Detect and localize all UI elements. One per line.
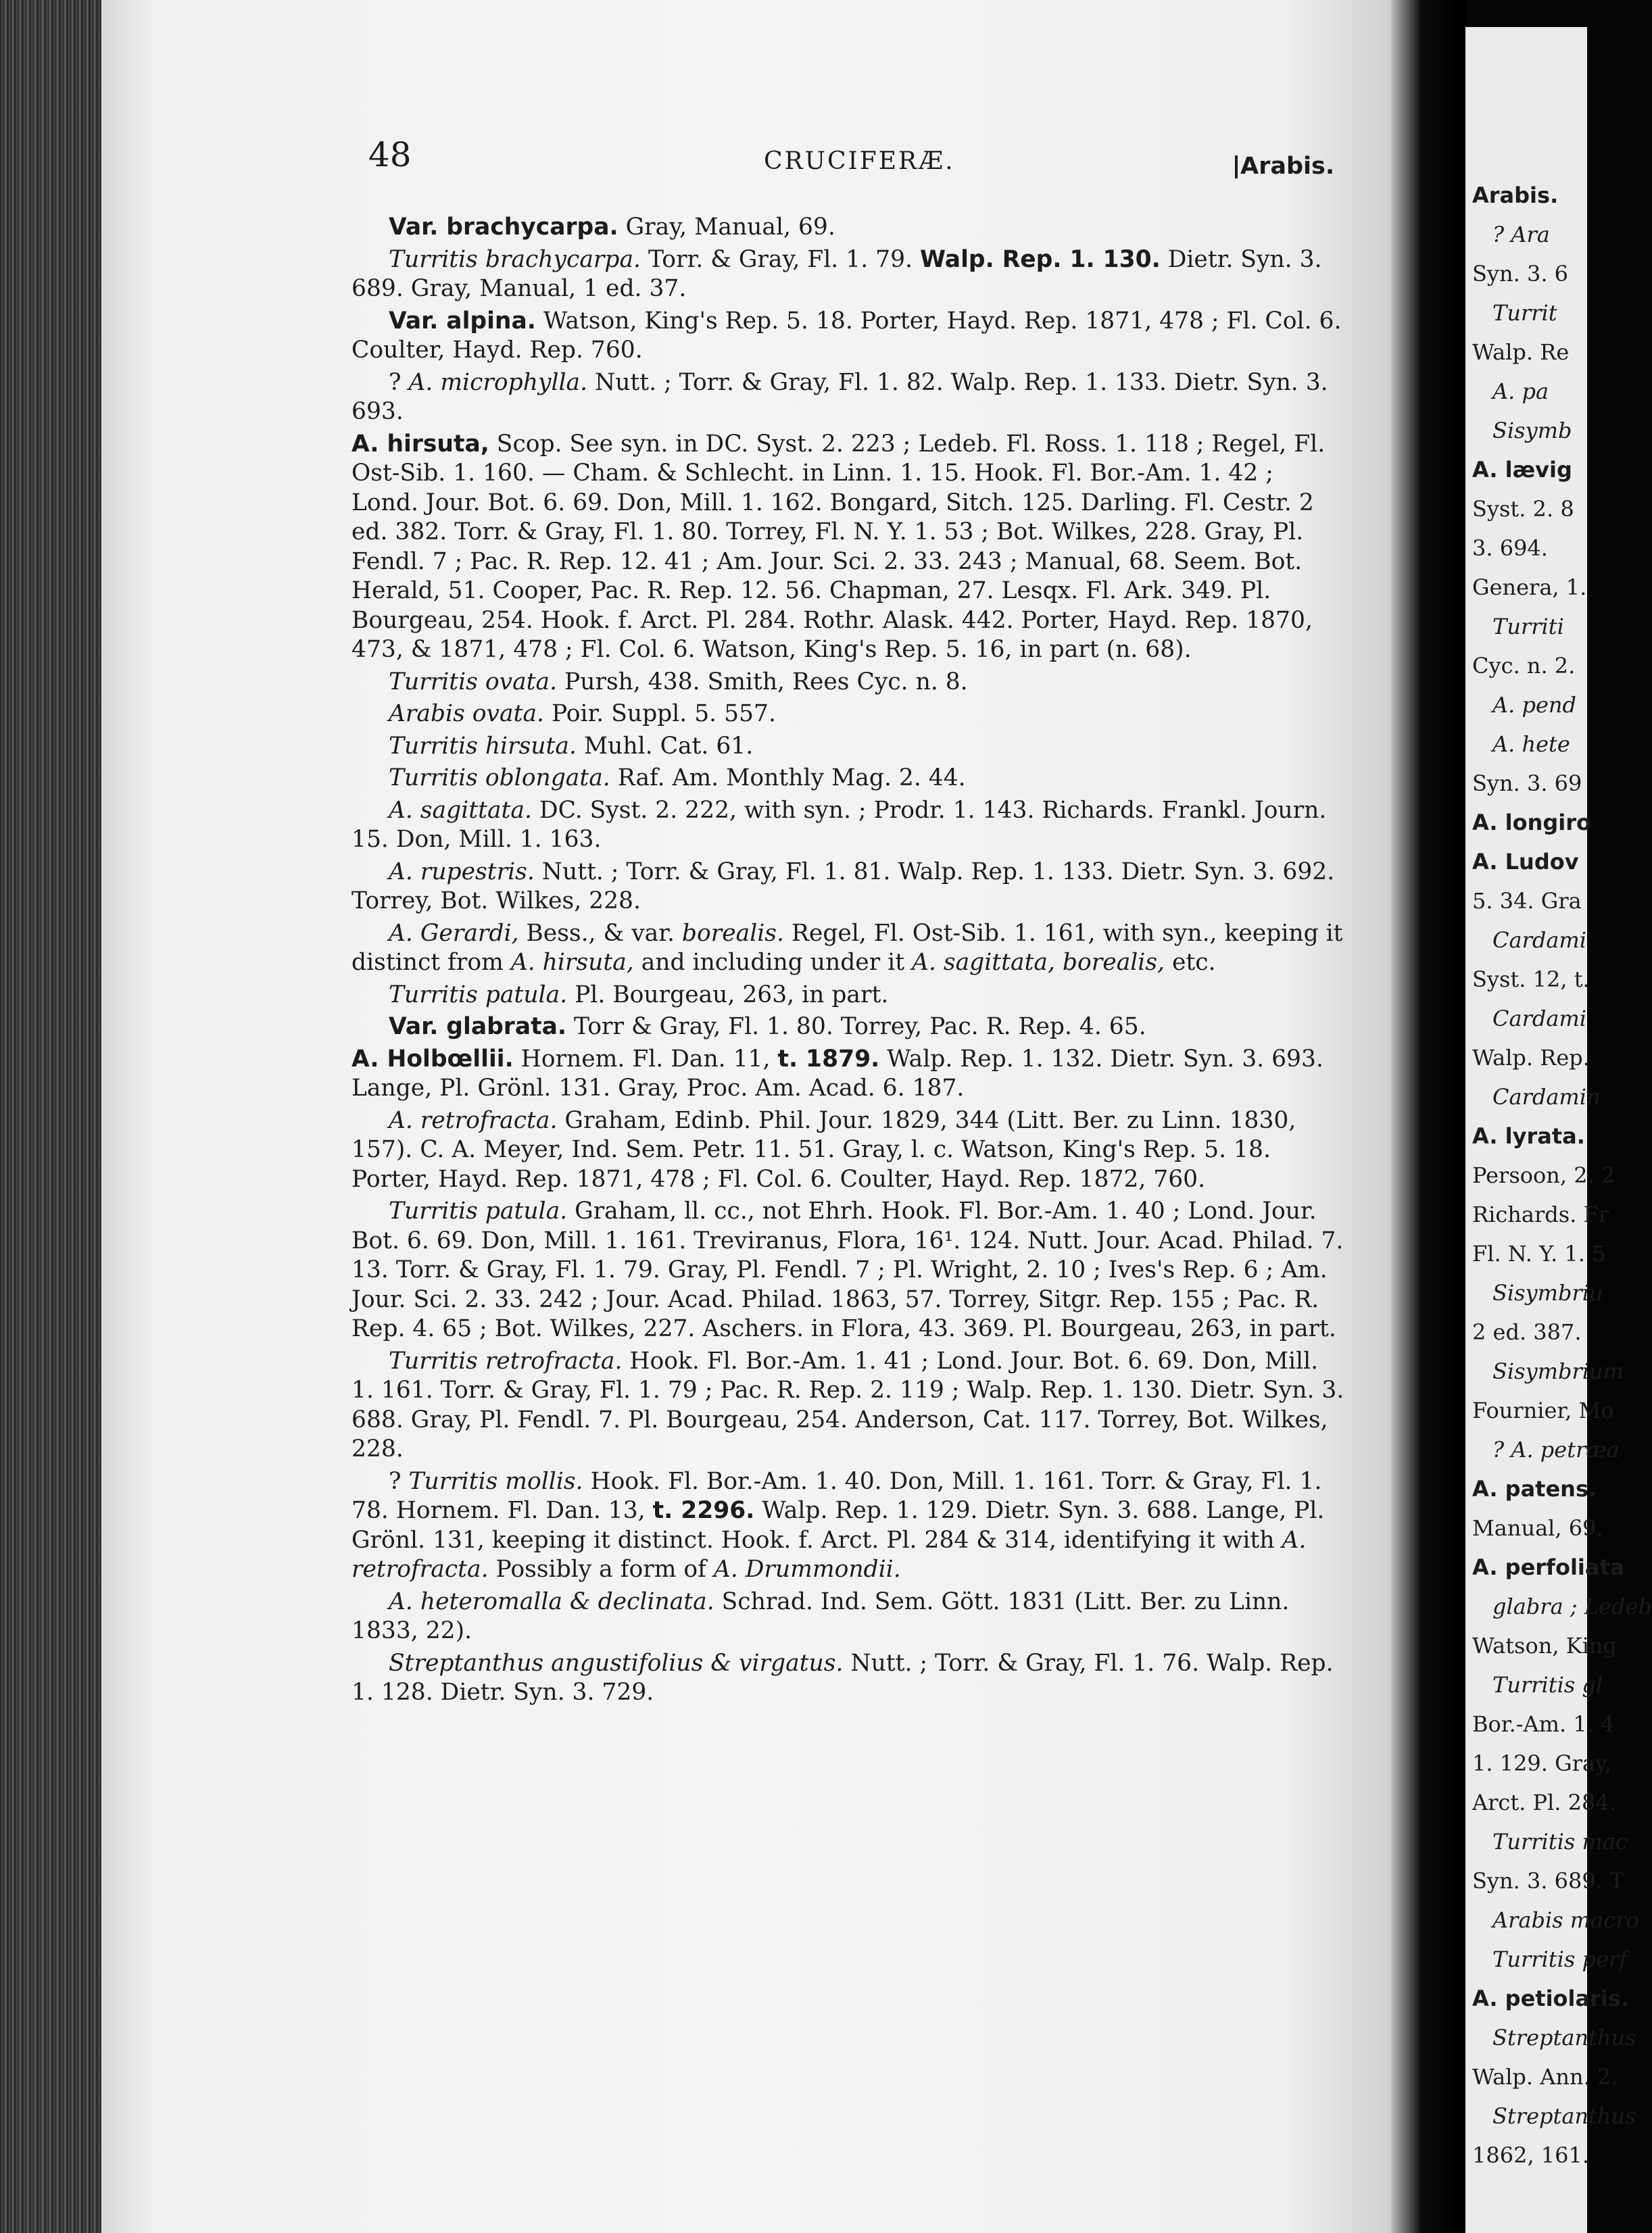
facing-page-line: Cardami bbox=[1492, 927, 1586, 953]
citation-text: Torr & Gray, Fl. 1. 80. Torrey, Pac. R. Rep. 4. 65. bbox=[566, 1013, 1146, 1040]
facing-page-line: Cardami bbox=[1492, 1006, 1586, 1031]
facing-page-line: Richards. Fr bbox=[1472, 1202, 1609, 1227]
facing-page-line: A. pend bbox=[1492, 692, 1576, 718]
citation-text: Nutt. ; Torr. & Gray, Fl. 1. 82. Walp. Rep. 1. 133. Dietr. Syn. 3. 693. bbox=[351, 368, 1328, 425]
facing-page-line: A. petiolaris. bbox=[1472, 1986, 1630, 2011]
facing-page-line: Arabis. bbox=[1472, 182, 1559, 208]
facing-page-line: Cyc. n. 2. bbox=[1472, 653, 1576, 679]
facing-page-line: ? Ara bbox=[1492, 222, 1550, 247]
facing-page-line: Persoon, 2. 2 bbox=[1472, 1162, 1615, 1188]
page-gutter bbox=[1391, 0, 1465, 2233]
entry-paragraph bbox=[351, 1197, 1345, 1344]
facing-page-line: Turriti bbox=[1492, 614, 1564, 639]
citation-text: Poir. Suppl. 5. 557. bbox=[544, 700, 776, 727]
entry-paragraph bbox=[351, 1588, 1345, 1646]
facing-page-line: A. perfoliata bbox=[1472, 1554, 1625, 1580]
facing-page-line: Turritis gl bbox=[1492, 1672, 1603, 1698]
facing-page-line: Manual, 69. bbox=[1472, 1515, 1603, 1541]
facing-page-line: Turritis mac bbox=[1492, 1829, 1628, 1855]
citation-text: Nutt. ; Torr. & Gray, Fl. 1. 76. Walp. Rep. 1. 128. Dietr. Syn. 3. 729. bbox=[351, 1649, 1334, 1706]
facing-page-line: Syn. 3. 69 bbox=[1472, 770, 1582, 796]
citation-text: ? bbox=[389, 368, 409, 396]
facing-page-line: Fl. N. Y. 1. 5 bbox=[1472, 1241, 1606, 1267]
taxon-name: A. retrofracta. bbox=[389, 1106, 558, 1134]
taxon-name: A. Gerardi, bbox=[389, 919, 519, 947]
facing-page-line: Syn. 3. 6 bbox=[1472, 261, 1569, 287]
citation-text: Hook. Fl. Bor.-Am. 1. 40. Don, Mill. 1. 161. Torr. & Gray, Fl. 1. 78. Hornem. Fl. Dan. 13, bbox=[351, 1467, 1322, 1524]
taxon-name: A. retrofracta. bbox=[351, 1526, 1307, 1583]
taxon-name: Turritis patula. bbox=[389, 981, 568, 1008]
facing-page-line: A. hete bbox=[1492, 731, 1570, 757]
running-title: CRUCIFERÆ. bbox=[764, 147, 955, 175]
facing-page-line: A. lyrata. bbox=[1472, 1123, 1585, 1149]
facing-page-fragment bbox=[1465, 27, 1652, 2233]
facing-page-line: 1862, 161. bbox=[1472, 2142, 1590, 2168]
facing-page-line: Walp. Ann. 2. bbox=[1472, 2064, 1618, 2090]
citation-text: Watson, King's Rep. 5. 18. Porter, Hayd. Rep. 1871, 478 ; Fl. Col. 6. Coulter, Hayd. Rep. 760. bbox=[351, 307, 1342, 364]
entry-paragraph bbox=[351, 245, 1345, 304]
citation-text: Walp. Rep. 1. 129. Dietr. Syn. 3. 688. Lange, Pl. Grönl. 131, keeping it distinct. Hook. f. Arct. Pl. 284 & 314, identifying it with bbox=[351, 1497, 1325, 1554]
facing-page-line: Fournier, Mo bbox=[1472, 1398, 1614, 1423]
facing-page-line: 2 ed. 387. bbox=[1472, 1319, 1582, 1345]
entry-paragraph bbox=[351, 1012, 1345, 1042]
facing-page-line: Genera, 1. bbox=[1472, 574, 1587, 600]
facing-page-line: Turrit bbox=[1492, 300, 1557, 326]
citation-text: Gray, Manual, 69. bbox=[618, 214, 835, 241]
citation-text: Scop. See syn. in DC. Syst. 2. 223 ; Ledeb. Fl. Ross. 1. 118 ; Regel, Fl. Ost-Sib. 1. 160. — Cham. & Schlecht. in Linn. 1. 15. Hook. Fl. Bor.-Am. 1. 42 ; Lond. Jour. Bot. 6. 69. Don, Mill. 1. 162. Bongard, Sitch. 125. Darling. Fl. Cestr. 2 ed. 382. Torr. & Gray, Fl. 1. 80. Torrey, Fl. N. Y. 1. 53 ; Bot. Wilkes, 228. Gray, Pl. Fendl. 7 ; Pac. R. Rep. 12. 41 ; Am. Jour. Sci. 2. 33. 243 ; Manual, 68. Seem. Bot. Herald, 51. Cooper, Pac. R. Rep. 12. 56. Chapman, 27. Lesqx. Fl. Ark. 349. Pl. Bourgeau, 254. Hook. f. Arct. Pl. 284. Rothr. Alask. 442. Porter, Hayd. Rep. 1870, 473, & 1871, 478 ; Fl. Col. 6. Watson, King's Rep. 5. 16, in part (n. 68). bbox=[351, 430, 1326, 663]
taxon-name: Turritis retrofracta. bbox=[389, 1347, 623, 1375]
entry-paragraph bbox=[351, 213, 1345, 243]
taxon-name: Turritis oblongata. bbox=[389, 764, 610, 791]
facing-page-line: Sisymbrium bbox=[1492, 1358, 1624, 1384]
entry-paragraph bbox=[351, 668, 1345, 697]
citation-text: Muhl. Cat. 61. bbox=[576, 732, 754, 760]
facing-page-line: A. pa bbox=[1492, 378, 1549, 404]
taxon-name: A. microphylla. bbox=[408, 368, 588, 396]
citation-text: Nutt. ; Torr. & Gray, Fl. 1. 81. Walp. Rep. 1. 133. Dietr. Syn. 3. 692. Torrey, Bot. Wilkes, 228. bbox=[351, 858, 1335, 914]
facing-page-line: A. patens. bbox=[1472, 1476, 1597, 1502]
facing-page-line: Watson, King bbox=[1472, 1633, 1617, 1659]
facing-page-line: Syn. 3. 689. T bbox=[1472, 1868, 1624, 1894]
entry-paragraph bbox=[351, 307, 1345, 366]
citation-text: Regel, Fl. Ost-Sib. 1. 161, with syn., keeping it distinct from bbox=[351, 919, 1343, 976]
entry-paragraph bbox=[351, 1106, 1345, 1195]
citation-text: Hook. Fl. Bor.-Am. 1. 41 ; Lond. Jour. Bot. 6. 69. Don, Mill. 1. 161. Torr. & Gray, Fl. 1. 79 ; Pac. R. Rep. 2. 119 ; Walp. Rep. 1. 130. Dietr. Syn. 3. 688. Gray, Pl. Fendl. 7. Pl. Bourgeau, 254. Anderson, Cat. 117. Torrey, Bot. Wilkes, 228. bbox=[351, 1347, 1344, 1463]
entry-heading: A. hirsuta, bbox=[351, 430, 489, 458]
facing-page-line: Arct. Pl. 284. bbox=[1472, 1790, 1616, 1815]
facing-page-line: Syst. 12, t. bbox=[1472, 966, 1590, 992]
taxon-name: A. rupestris. bbox=[389, 858, 535, 885]
facing-page-line: A. Ludov bbox=[1472, 849, 1579, 875]
facing-page-line: ? A. petræa bbox=[1492, 1437, 1620, 1463]
page-number: 48 bbox=[368, 135, 412, 174]
entry-heading: Walp. Rep. 1. 130. bbox=[919, 245, 1161, 273]
facing-page-line: 3. 694. bbox=[1472, 535, 1548, 561]
taxon-name: A. heteromalla & declinata. bbox=[389, 1588, 714, 1615]
taxon-name: Streptanthus angustifolius & virgatus. bbox=[389, 1649, 844, 1677]
entry-heading: A. Holbœllii. bbox=[351, 1045, 514, 1073]
entry-paragraph bbox=[351, 919, 1345, 978]
facing-page-line: Streptanthus bbox=[1492, 2103, 1636, 2129]
facing-page-line: Walp. Re bbox=[1472, 339, 1570, 365]
citation-text: ? bbox=[389, 1467, 409, 1495]
facing-page-line: Turritis perf bbox=[1492, 1946, 1628, 1972]
facing-page-line: Arabis macro bbox=[1492, 1907, 1639, 1933]
citation-text: Bess., & var. bbox=[518, 919, 682, 947]
section-label: Arabis. bbox=[1240, 153, 1335, 180]
facing-page-line: Cardamin bbox=[1492, 1084, 1601, 1110]
entry-paragraph bbox=[351, 1467, 1345, 1585]
facing-page-line: A. lævig bbox=[1472, 457, 1572, 483]
taxon-name: A. Drummondii. bbox=[713, 1556, 901, 1583]
entry-paragraph bbox=[351, 368, 1345, 427]
facing-page-line: 1. 129. Gray, bbox=[1472, 1750, 1612, 1776]
citation-text: Dietr. Syn. 3. 689. Gray, Manual, 1 ed. 37. bbox=[351, 245, 1322, 302]
citation-text: etc. bbox=[1165, 949, 1216, 976]
facing-page-line: Walp. Rep. bbox=[1472, 1045, 1590, 1071]
entry-paragraph bbox=[351, 1045, 1345, 1104]
facing-page-line: Streptanthus bbox=[1492, 2025, 1636, 2051]
body-text bbox=[351, 213, 1345, 1711]
citation-text: Possibly a form of bbox=[488, 1556, 714, 1583]
entry-paragraph bbox=[351, 764, 1345, 793]
citation-text: Graham, ll. cc., not Ehrh. Hook. Fl. Bor.-Am. 1. 40 ; Lond. Jour. Bot. 6. 69. Don, Mill. 1. 161. Treviranus, Flora, 16¹. 124. Nutt. Jour. Acad. Philad. 7. 13. Torr. & Gray, Fl. 1. 79. Gray, Pl. Fendl. 7 ; Pl. Wright, 2. 10 ; Ives's Rep. 6 ; Am. Jour. Sci. 2. 33. 242 ; Jour. Acad. Philad. 1863, 57. Torrey, Sitgr. Rep. 155 ; Pac. R. Rep. 4. 65 ; Bot. Wilkes, 227. Aschers. in Flora, 43. 369. Pl. Bourgeau, 263, in part. bbox=[351, 1198, 1344, 1342]
taxon-name: Turritis patula. bbox=[389, 1198, 568, 1225]
taxon-name: Turritis mollis. bbox=[408, 1467, 583, 1495]
facing-page-line: Syst. 2. 8 bbox=[1472, 496, 1574, 522]
entry-paragraph bbox=[351, 732, 1345, 762]
taxon-name: A. sagittata. bbox=[389, 796, 532, 824]
entry-heading: Var. alpina. bbox=[389, 307, 536, 335]
entry-heading: t. 1879. bbox=[777, 1045, 880, 1073]
taxon-name: Turritis ovata. bbox=[389, 668, 558, 695]
facing-page-line: Sisymb bbox=[1492, 418, 1572, 443]
citation-text: Torr. & Gray, Fl. 1. 79. bbox=[641, 245, 920, 273]
entry-heading: Var. brachycarpa. bbox=[389, 214, 618, 241]
taxon-name: Turritis hirsuta. bbox=[389, 732, 577, 760]
taxon-name: Turritis brachycarpa. bbox=[389, 245, 641, 273]
citation-text: Walp. Rep. 1. 132. Dietr. Syn. 3. 693. Lange, Pl. Grönl. 131. Gray, Proc. Am. Acad. 6. 187. bbox=[351, 1045, 1323, 1102]
entry-paragraph bbox=[351, 700, 1345, 729]
citation-text: Schrad. Ind. Sem. Gött. 1831 (Litt. Ber. zu Linn. 1833, 22). bbox=[351, 1588, 1290, 1644]
citation-text: and including under it bbox=[633, 949, 913, 976]
citation-text: DC. Syst. 2. 222, with syn. ; Prodr. 1. 143. Richards. Frankl. Journ. 15. Don, Mill. 1. 163. bbox=[351, 796, 1327, 853]
entry-heading: Var. glabrata. bbox=[389, 1013, 566, 1040]
citation-text: Graham, Edinb. Phil. Jour. 1829, 344 (Litt. Ber. zu Linn. 1830, 157). C. A. Meyer, Ind. Sem. Petr. 11. 51. Gray, l. c. Watson, King's Rep. 5. 18. Porter, Hayd. Rep. 1871, 478 ; Fl. Col. 6. Coulter, Hayd. Rep. 1872, 760. bbox=[351, 1106, 1296, 1193]
facing-page-line: Sisymbriu bbox=[1492, 1280, 1603, 1306]
taxon-name: A. sagittata, borealis, bbox=[912, 949, 1165, 976]
entry-paragraph bbox=[351, 981, 1345, 1010]
book-spine-page-edges bbox=[0, 0, 101, 2233]
citation-text: Pursh, 438. Smith, Rees Cyc. n. 8. bbox=[557, 668, 968, 695]
entry-paragraph bbox=[351, 796, 1345, 855]
entry-heading: t. 2296. bbox=[652, 1497, 755, 1524]
citation-text: Raf. Am. Monthly Mag. 2. 44. bbox=[610, 764, 966, 791]
facing-page-line: Bor.-Am. 1. 4 bbox=[1472, 1711, 1615, 1737]
taxon-name: Arabis ovata. bbox=[389, 700, 544, 727]
entry-paragraph bbox=[351, 1347, 1345, 1465]
citation-text: Hornem. Fl. Dan. 11, bbox=[513, 1045, 778, 1073]
facing-page-line: 5. 34. Gra bbox=[1472, 888, 1582, 914]
entry-paragraph bbox=[351, 1649, 1345, 1708]
citation-text: Pl. Bourgeau, 263, in part. bbox=[567, 981, 889, 1008]
facing-page-line: glabra ; Ledeb bbox=[1492, 1594, 1652, 1619]
taxon-name: borealis. bbox=[681, 919, 784, 947]
entry-paragraph bbox=[351, 858, 1345, 916]
taxon-name: A. hirsuta, bbox=[510, 949, 634, 976]
entry-paragraph bbox=[351, 430, 1345, 665]
facing-page-line: A. longiro bbox=[1472, 810, 1592, 835]
